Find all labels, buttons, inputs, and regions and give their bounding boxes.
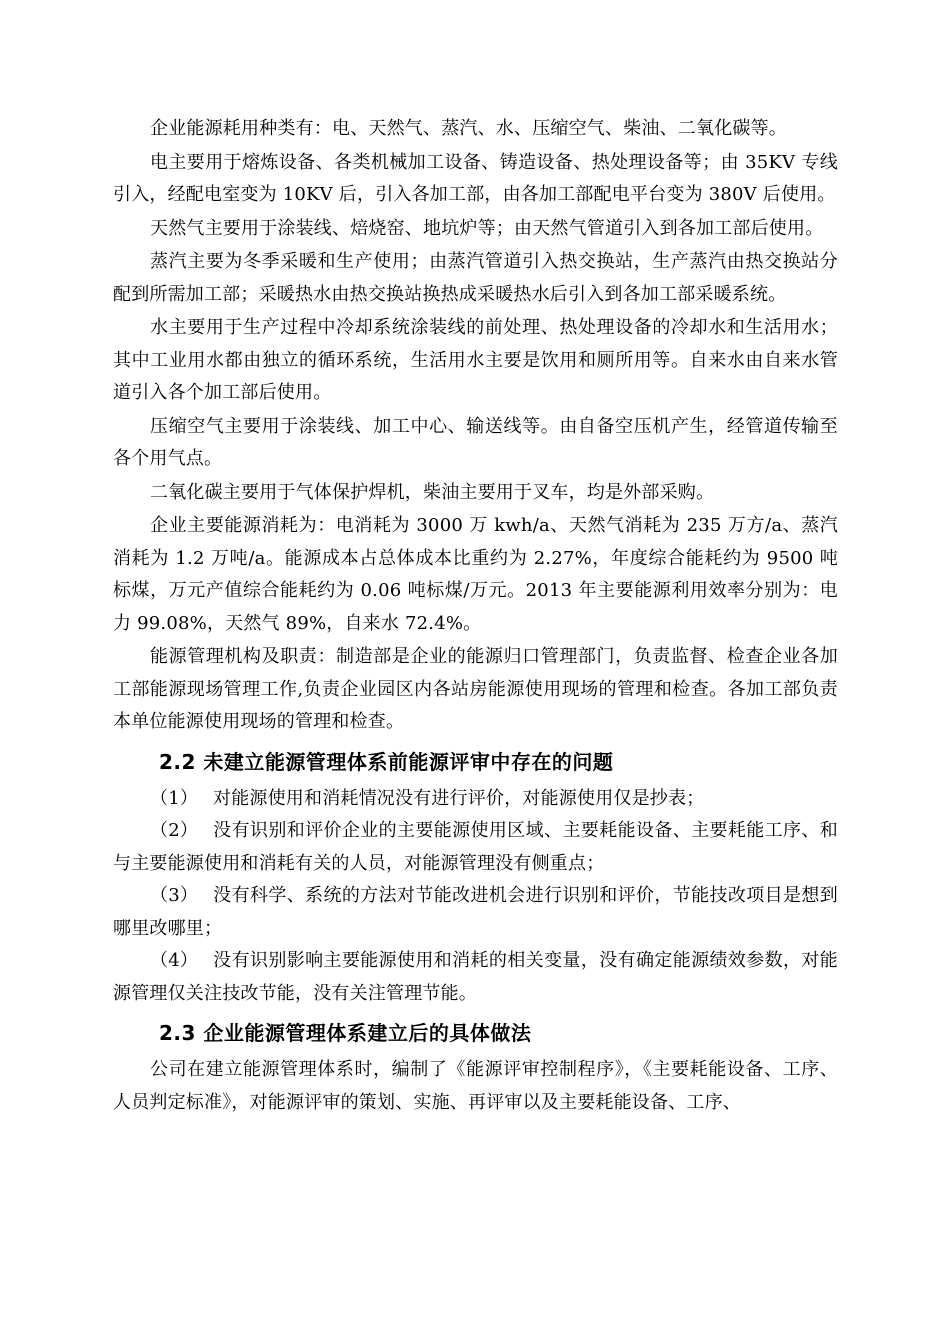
list-item-number: （4） (150, 950, 199, 971)
list-item-number: （2） (150, 820, 199, 841)
list-item-number: （1） (150, 787, 199, 809)
paragraph-water: 水主要用于生产过程中冷却系统涂装线的前处理、热处理设备的冷却水和生活用水；其中工业用水都由独立的循环系统，生活用水主要是饮用和厕所用等。自来水由自来水管道引入各个加工部后使用。 (113, 317, 838, 403)
list-item-text: 没有识别和评价企业的主要能源使用区域、主要耗能设备、主要耗能工序、和与主要能源使用和消耗有关的人员，对能源管理没有侧重点； (113, 820, 838, 874)
paragraph-ems-practice: 公司在建立能源管理体系时，编制了《能源评审控制程序》，《主要耗能设备、工序、人员判定标准》，对能源评审的策划、实施、再评审以及主要耗能设备、工序、 (113, 1059, 838, 1113)
document-page (113, 113, 838, 1119)
paragraph-steam: 蒸汽主要为冬季采暖和生产使用；由蒸汽管道引入热交换站，生产蒸汽由热交换站分配到所需加工部；采暖热水由热交换站换热成采暖热水后引入到各加工部采暖系统。 (113, 251, 838, 305)
section-heading-2-3: 2.3 企业能源管理体系建立后的具体做法 (159, 1021, 532, 1045)
paragraph-energy-types: 企业能源耗用种类有：电、天然气、蒸汽、水、压缩空气、柴油、二氧化碳等。 (150, 118, 787, 139)
list-item (113, 815, 838, 880)
paragraph-co2-diesel: 二氧化碳主要用于气体保护焊机，柴油主要用于叉车，均是外部采购。 (150, 481, 715, 503)
section-heading-2-2: 2.2 未建立能源管理体系前能源评审中存在的问题 (159, 749, 614, 774)
paragraph-electricity: 电主要用于熔炼设备、各类机械加工设备、铸造设备、热处理设备等；由 35KV 专线引入，经配电室变为 10KV 后，引入各加工部，由各加工部配电平台变为 380V 后使用。 (113, 151, 838, 205)
paragraph-natural-gas: 天然气主要用于涂装线、焙烧窑、地坑炉等；由天然气管道引入到各加工部后使用。 (150, 217, 824, 239)
paragraph-management-org: 能源管理机构及职责：制造部是企业的能源归口管理部门，负责监督、检查企业各加工部能源现场管理工作,负责企业园区内各站房能源使用现场的管理和检查。各加工部负责本单位能源使用现场的管理和检查。 (113, 646, 838, 732)
list-item (113, 945, 838, 1010)
list-item-number: （3） (150, 885, 199, 906)
list-item (113, 783, 838, 816)
list-item-text: 没有识别影响主要能源使用和消耗的相关变量，没有确定能源绩效参数，对能源管理仅关注技改节能，没有关注管理节能。 (113, 950, 838, 1004)
list-item (113, 880, 838, 945)
list-item-text: 对能源使用和消耗情况没有进行评价，对能源使用仅是抄表； (213, 787, 705, 809)
problem-list (113, 783, 838, 1011)
paragraph-energy-consumption: 企业主要能源消耗为：电消耗为 3000 万 kwh/a、天然气消耗为 235 万方/a、蒸汽消耗为 1.2 万吨/a。能源成本占总体成本比重约为 2.27%，年度综合能耗约为 9500 吨标煤，万元产值综合能耗约为 0.06 吨标煤/万元。2013 年主要能源利用效率分别为：电力 99.08%，天然气 89%，自来水 72.4%。 (113, 515, 838, 634)
paragraph-compressed-air: 压缩空气主要用于涂装线、加工中心、输送线等。由自备空压机产生，经管道传输至各个用气点。 (113, 415, 838, 469)
list-item-text: 没有科学、系统的方法对节能改进机会进行识别和评价，节能技改项目是想到哪里改哪里； (113, 885, 838, 939)
